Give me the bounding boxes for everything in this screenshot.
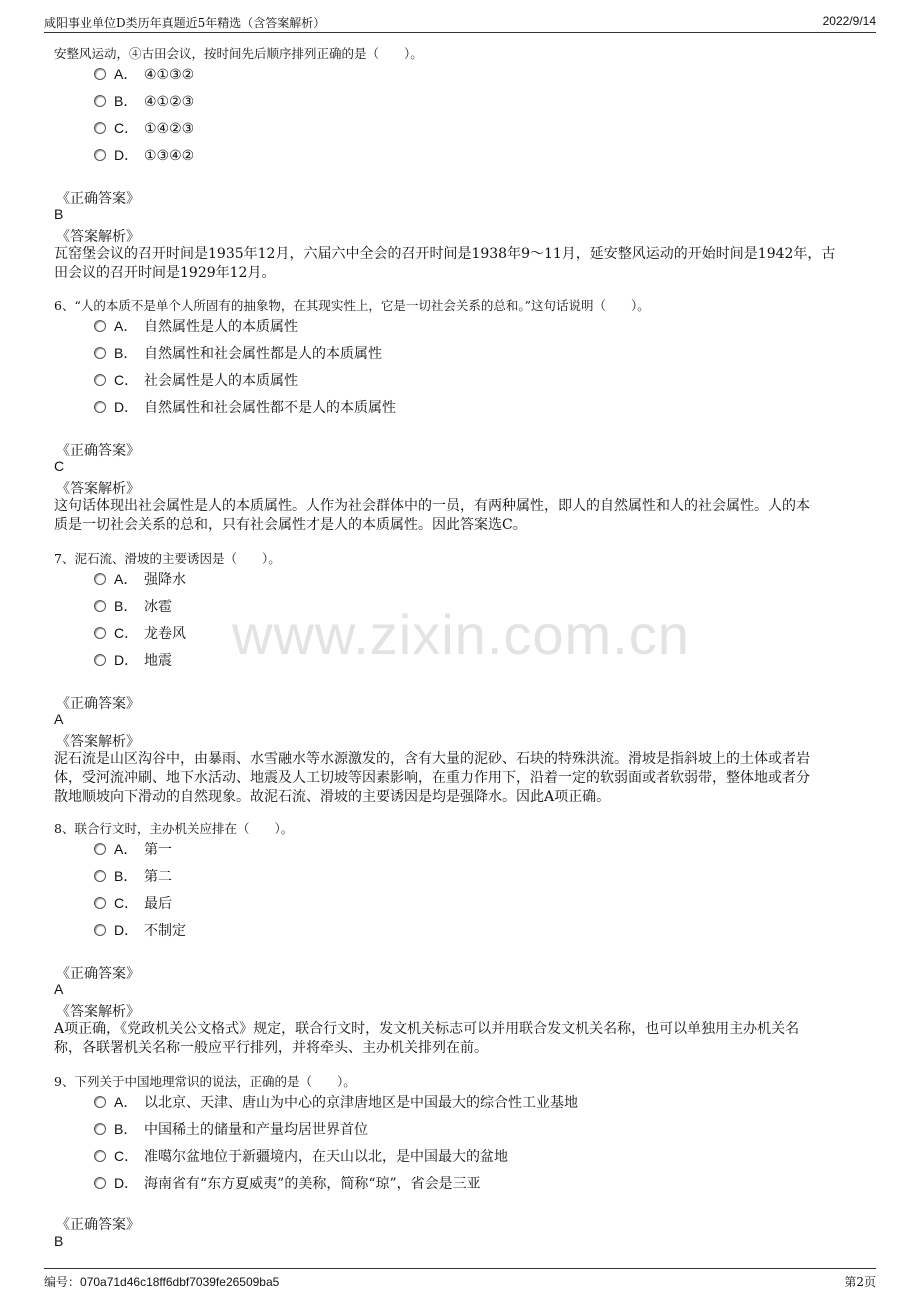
q8-option-c[interactable]: C． 最后 [94,893,172,913]
question-5-text: 安整风运动，④古田会议，按时间先后顺序排列正确的是（ ）。 [54,46,423,61]
analysis-text: 瓦窑堡会议的召开时间是1935年12月，六届六中全会的召开时间是1938年9～11月，延安整风运动的开始时间是1942年，古 田会议的召开时间是1929年12月。 [54,246,836,281]
q9-option-c[interactable]: C． 准噶尔盆地位于新疆境内，在天山以北，是中国最大的盆地 [94,1146,508,1166]
correct-answer: B [54,1233,64,1249]
radio-icon[interactable] [94,1150,106,1162]
analysis-label: 《答案解析》 [56,1004,140,1020]
radio-icon[interactable] [94,1096,106,1108]
document-date: 2022/9/14 [822,14,876,28]
correct-answer-label: 《正确答案》 [56,191,140,207]
question-6-text: 6、“人的本质不是单个人所固有的抽象物，在其现实性上，它是一切社会关系的总和。”这句话说明（ ）。 [54,298,650,313]
q7-option-d[interactable]: D． 地震 [94,650,172,670]
analysis-text: A项正确，《党政机关公文格式》规定，联合行文时，发文机关标志可以并用联合发文机关名称，也可以单独用主办机关名 称，各联署机关名称一般应平行排列，并将牵头、主办机关排列在前。 [54,1021,800,1056]
q7-option-b[interactable]: B． 冰雹 [94,596,172,616]
question-9-text: 9、下列关于中国地理常识的说法，正确的是（ ）。 [54,1074,356,1089]
radio-icon[interactable] [94,1177,106,1189]
correct-answer: C [54,458,65,474]
radio-icon[interactable] [94,897,106,909]
analysis-text: 这句话体现出社会属性是人的本质属性。人作为社会群体中的一员，有两种属性，即人的自然属性和人的社会属性。人的本 质是一切社会关系的总和，只有社会属性才是人的本质属性。因此答案选C。 [54,498,810,533]
radio-icon[interactable] [94,627,106,639]
correct-answer: A [54,711,64,727]
q9-option-a[interactable]: A． 以北京、天津、唐山为中心的京津唐地区是中国最大的综合性工业基地 [94,1092,578,1112]
radio-icon[interactable] [94,374,106,386]
correct-answer-label: 《正确答案》 [56,1217,140,1233]
watermark: www.zixin.com.cn [232,603,690,666]
analysis-text: 泥石流是山区沟谷中，由暴雨、水雪融水等水源激发的，含有大量的泥砂、石块的特殊洪流。滑坡是指斜坡上的土体或者岩 体，受河流冲刷、地下水活动、地震及人工切坡等因素影响，在重力作用下，沿着一定的软弱面或者软弱带，整体地或者分 散地顺坡向下滑动的自然现象。故泥石流、滑坡的主要诱因是均是强降水。因此A项正确。 [54,751,810,805]
radio-icon[interactable] [94,924,106,936]
question-8-text: 8、联合行文时，主办机关应排在（ ）。 [54,821,294,836]
correct-answer-label: 《正确答案》 [56,696,140,712]
radio-icon[interactable] [94,573,106,585]
q8-option-a[interactable]: A． 第一 [94,839,172,859]
q5-option-a[interactable]: A． ④①③② [94,64,194,84]
correct-answer: A [54,981,64,997]
document-code: 编号：070a71d46c18ff6dbf7039fe26509ba5 [44,1275,280,1289]
page-header [44,12,876,33]
correct-answer: B [54,206,64,222]
q5-option-c[interactable]: C． ①④②③ [94,118,194,138]
q6-option-b[interactable]: B． 自然属性和社会属性都是人的本质属性 [94,343,382,363]
question-7-text: 7、泥石流、滑坡的主要诱因是（ ）。 [54,551,281,566]
q8-option-b[interactable]: B． 第二 [94,866,172,886]
radio-icon[interactable] [94,68,106,80]
page-number: 第2页 [844,1275,876,1289]
radio-icon[interactable] [94,122,106,134]
radio-icon[interactable] [94,654,106,666]
q6-option-d[interactable]: D． 自然属性和社会属性都不是人的本质属性 [94,397,396,417]
analysis-label: 《答案解析》 [56,481,140,497]
q5-option-d[interactable]: D． ①③④② [94,145,194,165]
q6-option-c[interactable]: C． 社会属性是人的本质属性 [94,370,298,390]
q6-option-a[interactable]: A． 自然属性是人的本质属性 [94,316,298,336]
radio-icon[interactable] [94,401,106,413]
q5-option-b[interactable]: B． ④①②③ [94,91,194,111]
page-footer [44,1268,876,1293]
q7-option-a[interactable]: A． 强降水 [94,569,186,589]
radio-icon[interactable] [94,320,106,332]
q9-option-b[interactable]: B． 中国稀土的储量和产量均居世界首位 [94,1119,368,1139]
q7-option-c[interactable]: C． 龙卷风 [94,623,186,643]
analysis-label: 《答案解析》 [56,734,140,750]
radio-icon[interactable] [94,843,106,855]
correct-answer-label: 《正确答案》 [56,443,140,459]
radio-icon[interactable] [94,870,106,882]
radio-icon[interactable] [94,1123,106,1135]
correct-answer-label: 《正确答案》 [56,966,140,982]
q8-option-d[interactable]: D． 不制定 [94,920,186,940]
radio-icon[interactable] [94,600,106,612]
document-title: 咸阳事业单位D类历年真题近5年精选（含答案解析） [44,16,326,30]
analysis-label: 《答案解析》 [56,229,140,245]
radio-icon[interactable] [94,347,106,359]
radio-icon[interactable] [94,95,106,107]
q9-option-d[interactable]: D． 海南省有“东方夏威夷”的美称，简称“琼”，省会是三亚 [94,1173,481,1193]
radio-icon[interactable] [94,149,106,161]
